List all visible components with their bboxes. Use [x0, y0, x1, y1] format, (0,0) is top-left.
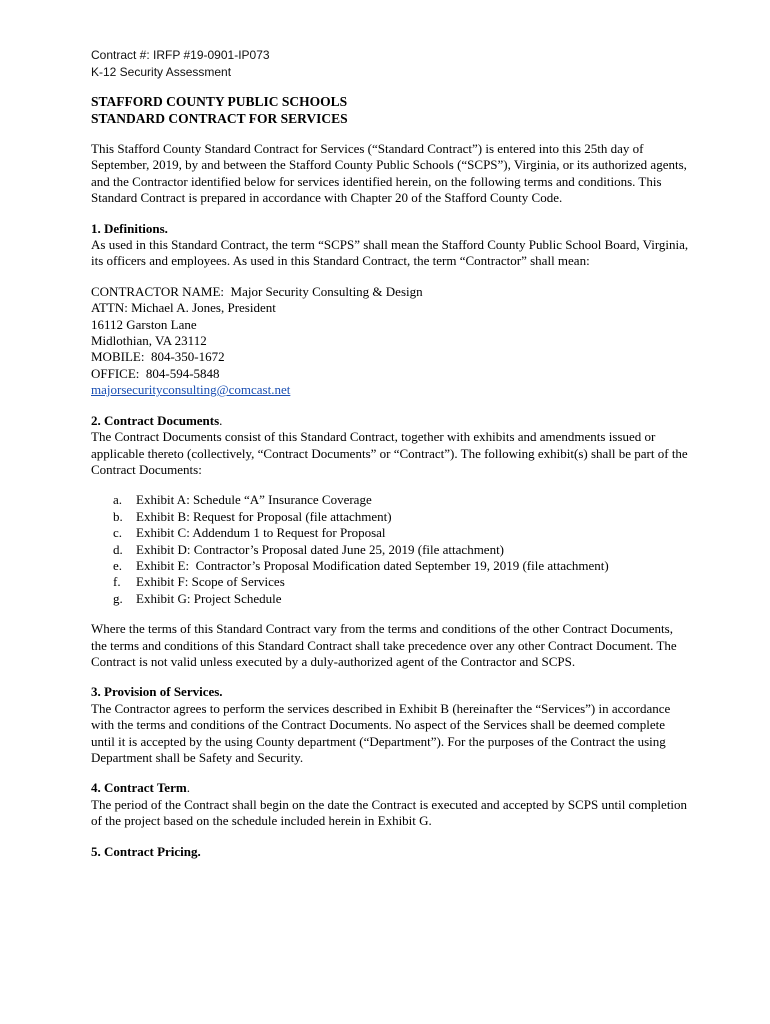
contract-body	[91, 94, 691, 860]
definitions-paragraph: As used in this Standard Contract, the term “SCPS” shall mean the Stafford County Public School Board, Virginia, its officers and employees. As used in this Standard Contract, the term “Contractor” shall mean:	[91, 237, 689, 269]
contract-term-paragraph: The period of the Contract shall begin on the date the Contract is executed and accepted by SCPS until completion of the project based on the schedule included herein in Exhibit G.	[91, 796, 688, 829]
contract-documents-heading-text: 2. Contract Documents	[91, 412, 220, 428]
contract-subject: K-12 Security Assessment	[91, 65, 232, 79]
list-item	[113, 509, 691, 525]
title-line-2: STANDARD CONTRACT FOR SERVICES	[91, 110, 348, 126]
section-heading-pricing: 5. Contract Pricing.	[91, 843, 201, 859]
exhibit-text: Exhibit B: Request for Proposal (file attachment)	[136, 508, 392, 524]
exhibit-text: Exhibit C: Addendum 1 to Request for Proposal	[136, 525, 386, 541]
exhibit-letter: e.	[113, 557, 123, 573]
contractor-city: Midlothian, VA 23112	[91, 333, 207, 349]
document-header	[91, 47, 270, 81]
exhibit-letter: b.	[113, 508, 123, 524]
intro-paragraph: This Stafford County Standard Contract for Services (“Standard Contract”) is entered into this 25th day of September, 2019, by and between the Stafford County Public Schools (“SCPS”), Virginia, or its authorized agents, and the Contractor identified below for services identified herein, on the following terms and conditions. This Standard Contract is prepared in accordance with Chapter 20 of the Stafford County Code.	[91, 141, 687, 206]
title-line-1: STAFFORD COUNTY PUBLIC SCHOOLS	[91, 94, 348, 109]
exhibit-letter: d.	[113, 541, 123, 557]
exhibit-text: Exhibit D: Contractor’s Proposal dated June 25, 2019 (file attachment)	[136, 541, 505, 557]
contract-term-heading-text: 4. Contract Term	[91, 780, 187, 796]
contractor-block	[91, 284, 691, 399]
contract-number: Contract #: IRFP #19-0901-IP073	[91, 48, 270, 62]
contractor-email-link[interactable]: majorsecurityconsulting@comcast.net	[91, 382, 291, 398]
section-heading-contract-documents	[91, 413, 691, 429]
list-item	[113, 591, 691, 607]
contractor-street: 16112 Garston Lane	[91, 316, 197, 332]
contractor-office: OFFICE: 804-594-5848	[91, 365, 220, 381]
exhibit-text: Exhibit F: Scope of Services	[136, 574, 285, 590]
list-item	[113, 542, 691, 558]
precedence-paragraph: Where the terms of this Standard Contract vary from the terms and conditions of the other Contract Documents, the terms and conditions of this Standard Contract shall take precedence over any other Contract Document. The Contract is not valid unless executed by a duly-authorized agent of the Contractor and SCPS.	[91, 621, 677, 669]
exhibit-text: Exhibit G: Project Schedule	[136, 590, 282, 606]
contract-documents-heading-period: .	[219, 412, 223, 428]
section-heading-definitions: 1. Definitions.	[91, 220, 168, 236]
exhibit-letter: c.	[113, 525, 123, 541]
section-heading-provision: 3. Provision of Services.	[91, 684, 223, 700]
contractor-attn: ATTN: Michael A. Jones, President	[91, 300, 276, 316]
list-item	[113, 492, 691, 508]
contract-term-heading-period: .	[186, 780, 190, 796]
contractor-name: CONTRACTOR NAME: Major Security Consulting & Design	[91, 283, 423, 299]
contract-documents-paragraph: The Contract Documents consist of this Standard Contract, together with exhibits and amendments issued or applicable thereto (collectively, “Contract Documents” or “Contract”). The following exhibit(s) shall be part of the Contract Documents:	[91, 429, 688, 477]
list-item	[113, 558, 691, 574]
exhibit-list	[91, 492, 691, 607]
exhibit-letter: g.	[113, 590, 123, 606]
exhibit-text: Exhibit E: Contractor’s Proposal Modification dated September 19, 2019 (file attachment)	[136, 557, 609, 573]
list-item	[113, 525, 691, 541]
contractor-mobile: MOBILE: 804-350-1672	[91, 349, 225, 365]
provision-paragraph: The Contractor agrees to perform the services described in Exhibit B (hereinafter the “Services”) in accordance with the terms and conditions of the Contract Documents. No aspect of the Services shall be deemed complete until it is accepted by the using County department (“Department”). For the purposes of the Contract the using Department shall be Safety and Security.	[91, 700, 671, 765]
list-item	[113, 574, 691, 590]
section-heading-contract-term	[91, 780, 691, 796]
exhibit-letter: a.	[113, 492, 123, 508]
exhibit-text: Exhibit A: Schedule “A” Insurance Coverage	[136, 492, 372, 508]
exhibit-letter: f.	[113, 574, 121, 590]
